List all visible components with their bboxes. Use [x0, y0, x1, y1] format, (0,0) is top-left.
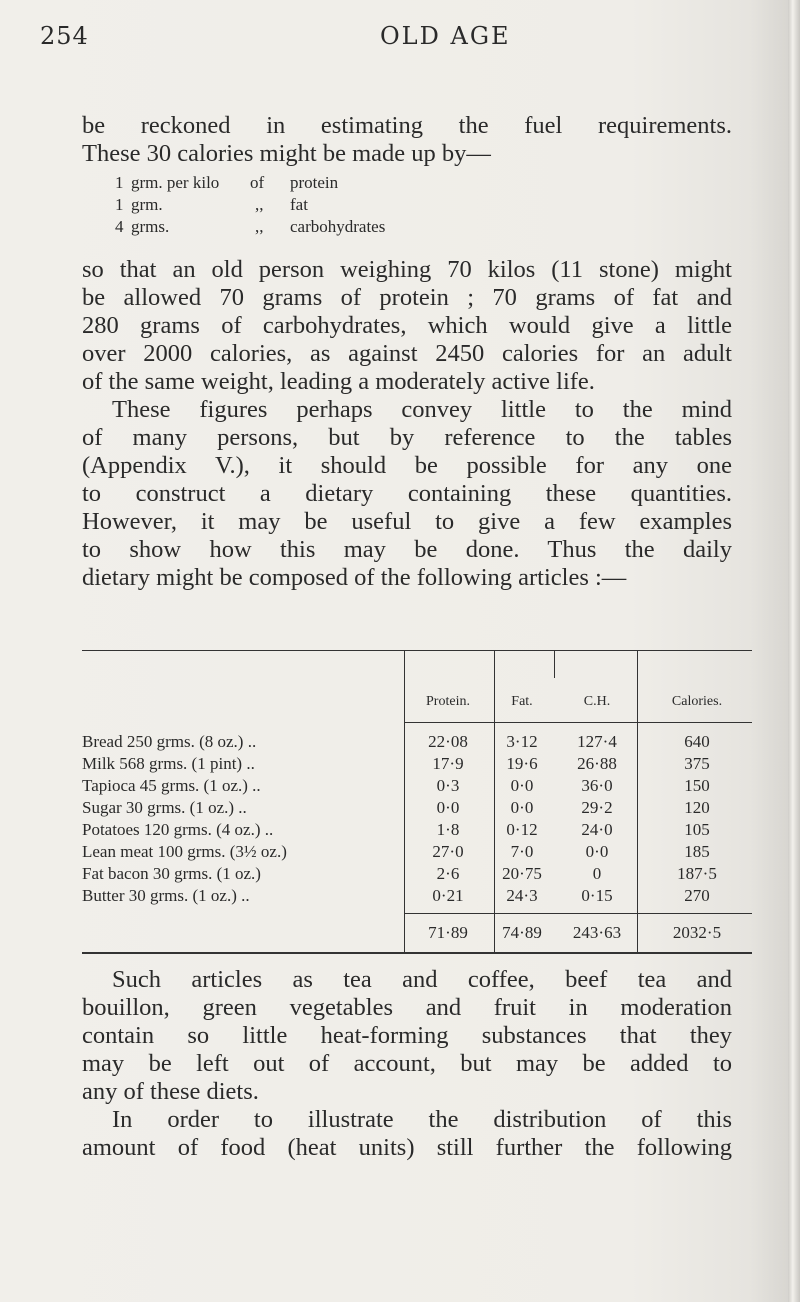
text-line: of many persons, but by reference to the tables	[82, 424, 732, 451]
fat-value: 0·0	[510, 798, 534, 817]
text-line: However, it may be useful to give a few examples	[82, 508, 732, 535]
column-divider	[637, 650, 638, 953]
text-line: to show how this may be done. Thus the daily	[82, 536, 732, 563]
food-item: Fat bacon 30 grms. (1 oz.)	[82, 864, 261, 883]
fat-value: 24·3	[506, 886, 538, 905]
running-head: OLD AGE	[380, 22, 511, 50]
text-line: dietary might be composed of the following articles :—	[82, 564, 627, 591]
header-calories: Calories.	[671, 694, 723, 709]
nutrient-list	[115, 172, 515, 238]
unit: grm.	[131, 195, 163, 214]
text-line: Such articles as tea and coffee, beef tea and	[112, 966, 732, 993]
text-line: In order to illustrate the distribution of this	[112, 1106, 732, 1133]
page-header	[40, 22, 740, 52]
calories-value: 187·5	[677, 864, 717, 883]
protein-value: 2·6	[436, 864, 460, 883]
paragraph-figures	[82, 396, 732, 592]
text-line: amount of food (heat units) still further the following	[82, 1134, 732, 1161]
column-divider	[404, 650, 405, 953]
ch-value: 29·2	[581, 798, 613, 817]
ch-value: 24·0	[581, 820, 613, 839]
fat-value: 19·6	[506, 754, 538, 773]
column-divider	[554, 650, 555, 678]
page-number: 254	[40, 22, 89, 50]
substance: fat	[290, 195, 308, 214]
calories-total: 2032·5	[672, 923, 722, 942]
protein-value: 0·21	[432, 886, 464, 905]
quantity: 1	[115, 173, 124, 192]
substance: protein	[290, 173, 339, 192]
ch-value: 0·0	[585, 842, 609, 861]
food-item: Potatoes 120 grms. (4 oz.) ..	[82, 820, 274, 839]
ditto-mark: ,,	[255, 217, 264, 236]
calories-value: 375	[684, 754, 710, 773]
ch-total: 243·63	[572, 923, 622, 942]
ditto-mark: of	[250, 173, 265, 192]
list-item	[115, 194, 515, 216]
fat-value: 0·0	[510, 776, 534, 795]
protein-value: 22·08	[428, 732, 468, 751]
table-top-rule	[82, 650, 752, 651]
text-line: of the same weight, leading a moderately active life.	[82, 368, 595, 395]
fat-value: 3·12	[506, 732, 538, 751]
text-line: bouillon, green vegetables and fruit in moderation	[82, 994, 732, 1021]
fat-value: 7·0	[510, 842, 534, 861]
text-line: so that an old person weighing 70 kilos (11 stone) might	[82, 256, 732, 283]
table-bottom-rule	[82, 952, 752, 954]
food-item: Lean meat 100 grms. (3½ oz.)	[82, 842, 287, 861]
quantity: 4	[115, 217, 124, 236]
header-fat: Fat.	[511, 694, 533, 709]
unit: grms.	[131, 217, 170, 236]
ch-value: 0	[592, 864, 602, 883]
text-line: be allowed 70 grams of protein ; 70 grams of fat and	[82, 284, 732, 311]
ch-value: 36·0	[581, 776, 613, 795]
fat-value: 0·12	[506, 820, 538, 839]
text-line: may be left out of account, but may be added to	[82, 1050, 732, 1077]
food-item: Butter 30 grms. (1 oz.) ..	[82, 886, 250, 905]
paragraph-distribution	[82, 1106, 732, 1162]
paragraph-intro	[82, 112, 732, 168]
calories-value: 105	[684, 820, 710, 839]
food-item: Sugar 30 grms. (1 oz.) ..	[82, 798, 247, 817]
text-line: any of these diets.	[82, 1078, 259, 1105]
fat-value: 20·75	[502, 864, 542, 883]
protein-total: 71·89	[428, 923, 468, 942]
header-protein: Protein.	[426, 694, 470, 709]
header-rule	[404, 722, 752, 723]
text-line: These 30 calories might be made up by—	[82, 140, 491, 167]
list-item	[115, 172, 515, 194]
text-line: over 2000 calories, as against 2450 calories for an adult	[82, 340, 732, 367]
protein-value: 0·0	[436, 798, 460, 817]
paragraph-weight	[82, 256, 732, 396]
dietary-table	[82, 650, 762, 953]
text-line: be reckoned in estimating the fuel requirements.	[82, 112, 732, 139]
calories-value: 150	[684, 776, 710, 795]
ch-value: 26·88	[577, 754, 617, 773]
protein-value: 17·9	[432, 754, 464, 773]
calories-value: 185	[684, 842, 710, 861]
food-item: Bread 250 grms. (8 oz.) ..	[82, 732, 257, 751]
ditto-mark: ,,	[255, 195, 264, 214]
text-line: These figures perhaps convey little to the mind	[112, 396, 732, 423]
header-ch: C.H.	[583, 694, 611, 709]
list-item	[115, 216, 515, 238]
paragraph-beverages	[82, 966, 732, 1106]
fat-total: 74·89	[502, 923, 542, 942]
food-item: Milk 568 grms. (1 pint) ..	[82, 754, 255, 773]
text-line: to construct a dietary containing these quantities.	[82, 480, 732, 507]
protein-value: 1·8	[436, 820, 460, 839]
text-line: 280 grams of carbohydrates, which would give a little	[82, 312, 732, 339]
text-line: (Appendix V.), it should be possible for any one	[82, 452, 732, 479]
totals-rule	[404, 913, 752, 914]
quantity: 1	[115, 195, 124, 214]
protein-value: 27·0	[432, 842, 464, 861]
ch-value: 127·4	[577, 732, 617, 751]
protein-value: 0·3	[436, 776, 460, 795]
calories-value: 270	[684, 886, 710, 905]
unit: grm. per kilo	[131, 173, 220, 192]
calories-value: 120	[684, 798, 710, 817]
ch-value: 0·15	[581, 886, 613, 905]
page-edge	[788, 0, 800, 1302]
text-line: contain so little heat-forming substances that they	[82, 1022, 732, 1049]
food-item: Tapioca 45 grms. (1 oz.) ..	[82, 776, 261, 795]
calories-value: 640	[684, 732, 710, 751]
substance: carbohydrates	[290, 217, 386, 236]
